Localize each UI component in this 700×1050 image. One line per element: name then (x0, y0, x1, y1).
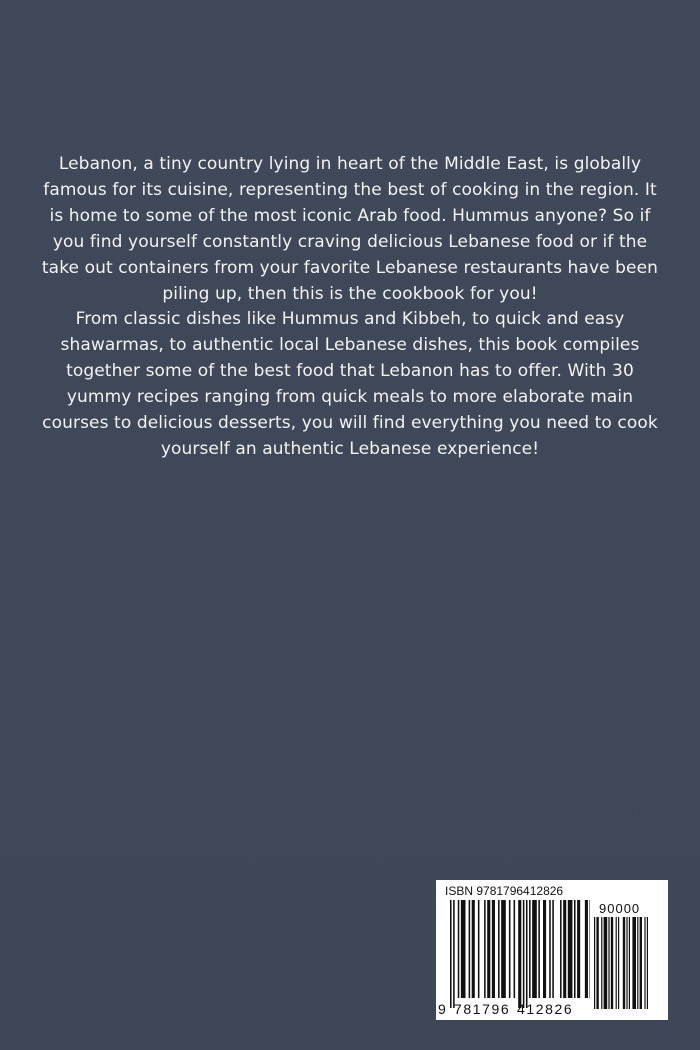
back-cover-blurb (36, 152, 664, 463)
barcode-bar (590, 900, 591, 998)
barcode-bar (637, 917, 638, 1009)
barcode-bar (478, 900, 480, 998)
barcode-bar (532, 900, 537, 998)
barcode-bar (608, 917, 609, 1009)
barcode-bar (596, 917, 598, 1009)
barcode-bar (647, 917, 648, 1009)
barcode-bar (498, 900, 500, 998)
barcode-bar (626, 917, 627, 1009)
barcode-bar (632, 917, 636, 1009)
barcode-bar (461, 900, 466, 998)
barcode-bar (514, 900, 516, 998)
barcode-bar (568, 900, 573, 998)
barcode-bar (629, 917, 630, 1009)
blurb-paragraph-2: From classic dishes like Hummus and Kibbeh, to quick and easy shawarmas, to authentic local Lebanese dishes, this book compiles together some of the best food that Lebanon has to offer. With 30 yummy recipes ranging from quick meals to more elaborate main courses to delicious desserts, you will find everything you need to cook yourself an authentic Lebanese experience! (42, 309, 658, 459)
barcode-bar (594, 917, 595, 1009)
addon-bars (594, 917, 660, 1009)
barcode-bar (501, 900, 506, 998)
barcode-bar (450, 900, 452, 1008)
barcode-bar (529, 900, 531, 998)
blurb-paragraph-1: Lebanon, a tiny country lying in heart of the Middle East, is globally famous for its cuisine, representing the best of cooking in the region. It is home to some of the most iconic Arab food. Hummus anyone? So if you find yourself constantly craving delicious Lebanese food or if the take out containers from your favorite Lebanese restaurants have been piling up, then this is the cookbook for you! (41, 154, 659, 304)
barcode-bar (453, 900, 455, 1008)
price-addon-code: 90000 (599, 901, 641, 916)
barcode-bar (492, 900, 495, 998)
barcode-bar (543, 900, 546, 998)
isbn-digit-first: 9 (438, 1001, 446, 1017)
barcode-bar (601, 917, 602, 1009)
barcode-bar (469, 900, 471, 998)
barcode-bar (585, 900, 588, 998)
barcode-bar (487, 900, 490, 998)
isbn-barcode (436, 880, 668, 1020)
barcode-bar (526, 900, 528, 1008)
ean13-bars (450, 900, 590, 1012)
isbn-digits-left: 781796 (454, 1001, 511, 1017)
isbn-digits (438, 1001, 588, 1017)
barcode-bar (472, 900, 475, 998)
barcode-bar (523, 900, 525, 1008)
barcode-bar (563, 900, 566, 998)
barcode-bar (518, 900, 521, 1008)
barcode-bar (509, 900, 511, 998)
barcode-bar (616, 917, 617, 1009)
isbn-label: ISBN 9781796412826 (445, 884, 564, 898)
barcode-bar (618, 917, 619, 1009)
barcode-bar (623, 917, 625, 1009)
barcode-bar (552, 900, 554, 998)
barcode-bar (458, 900, 460, 998)
barcode-bar (640, 917, 642, 1009)
barcode-bar (549, 900, 551, 998)
barcode-bar (538, 900, 540, 998)
isbn-digits-right: 412826 (517, 1001, 574, 1017)
barcode-bar (560, 900, 562, 998)
barcode-bar (644, 917, 645, 1009)
barcode-bar (574, 900, 576, 998)
barcode-bar (611, 917, 613, 1009)
barcode-bar (577, 900, 580, 998)
barcode-bar (484, 900, 486, 998)
barcode-bar (604, 917, 608, 1009)
